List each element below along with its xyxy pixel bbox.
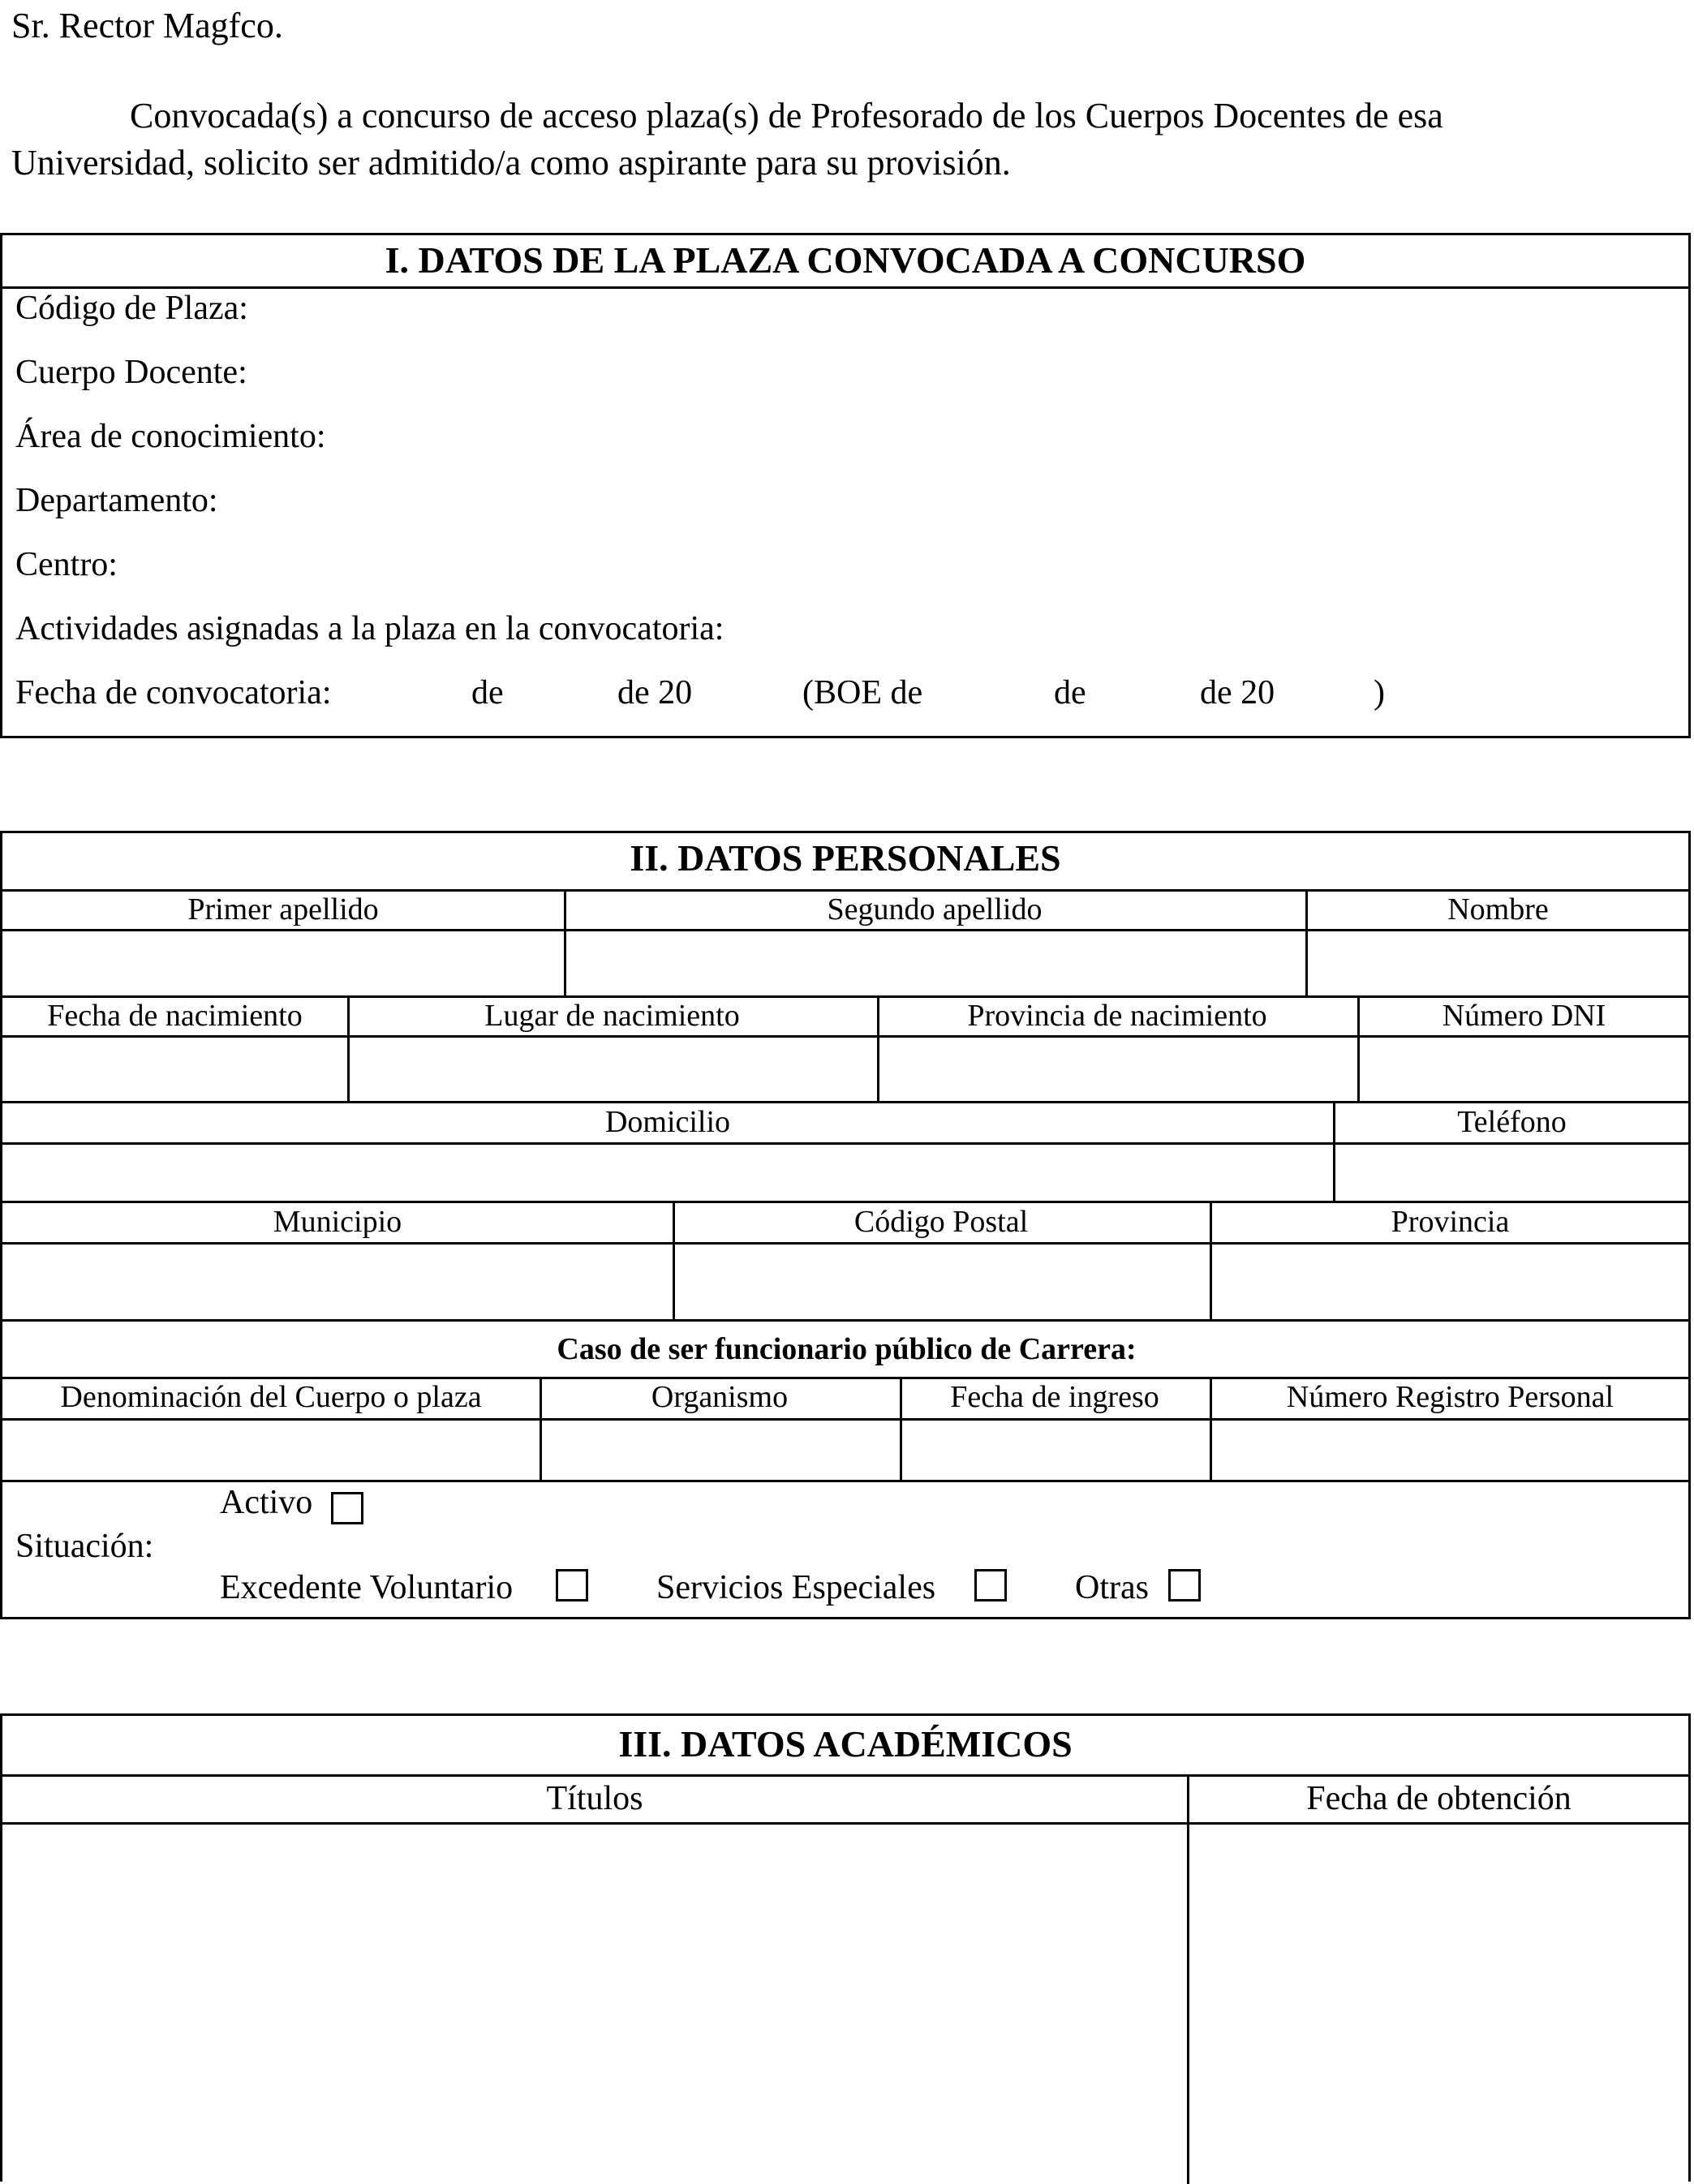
header-fecha-ingreso: Fecha de ingreso <box>950 1380 1159 1414</box>
section-personales-title: II. DATOS PERSONALES <box>630 837 1061 879</box>
intro-line-2: Universidad, solicito ser admitido/a como aspirante para su provisión. <box>11 143 1011 183</box>
section-academicos-title: III. DATOS ACADÉMICOS <box>618 1723 1073 1765</box>
section-academicos <box>0 1713 1691 2182</box>
fecha-boe: (BOE de <box>802 674 923 712</box>
section-plaza-title: I. DATOS DE LA PLAZA CONVOCADA A CONCURSO <box>385 239 1306 281</box>
situacion-label: Situación: <box>15 1528 154 1565</box>
header-domicilio: Domicilio <box>604 1105 731 1139</box>
situacion-servicios-label: Servicios Especiales <box>656 1569 936 1606</box>
fecha-de-4: de 20 <box>1200 674 1275 712</box>
header-denominacion-cuerpo: Denominación del Cuerpo o plaza <box>60 1380 482 1414</box>
fecha-de-2: de 20 <box>617 674 693 712</box>
header-provincia-nacimiento: Provincia de nacimiento <box>967 999 1267 1033</box>
fecha-close: ) <box>1374 674 1385 712</box>
funcionario-title: Caso de ser funcionario público de Carrera: <box>557 1332 1137 1366</box>
checkbox-servicios[interactable] <box>974 1569 1007 1601</box>
checkbox-otras[interactable] <box>1168 1569 1201 1601</box>
field-departamento: Departamento: <box>15 482 218 519</box>
header-numero-dni: Número DNI <box>1442 999 1606 1033</box>
header-provincia: Provincia <box>1391 1205 1510 1239</box>
header-nombre: Nombre <box>1447 892 1549 926</box>
field-area-conocimiento: Área de conocimiento: <box>15 418 326 455</box>
header-fecha-obtencion: Fecha de obtención <box>1306 1780 1571 1817</box>
field-codigo-plaza: Código de Plaza: <box>15 290 248 327</box>
header-segundo-apellido: Segundo apellido <box>827 892 1043 926</box>
header-organismo: Organismo <box>651 1380 789 1414</box>
header-titulos: Títulos <box>546 1780 643 1817</box>
situacion-otras-label: Otras <box>1075 1569 1149 1606</box>
field-actividades: Actividades asignadas a la plaza en la convocatoria: <box>15 610 724 647</box>
field-centro: Centro: <box>15 546 118 583</box>
header-telefono: Teléfono <box>1457 1105 1567 1139</box>
greeting: Sr. Rector Magfco. <box>11 6 283 45</box>
section-personales <box>0 831 1691 1619</box>
situacion-excedente-label: Excedente Voluntario <box>220 1569 514 1606</box>
field-fecha-convocatoria: Fecha de convocatoria: <box>15 674 332 712</box>
situacion-activo-label: Activo <box>220 1484 313 1521</box>
checkbox-excedente[interactable] <box>556 1569 588 1601</box>
header-numero-registro: Número Registro Personal <box>1286 1380 1614 1414</box>
fecha-de-3: de <box>1054 674 1086 712</box>
header-municipio: Municipio <box>273 1205 402 1239</box>
divider <box>2 286 1688 289</box>
header-primer-apellido: Primer apellido <box>187 892 379 926</box>
header-fecha-nacimiento: Fecha de nacimiento <box>47 999 303 1033</box>
fecha-de-1: de <box>471 674 504 712</box>
header-codigo-postal: Código Postal <box>853 1205 1029 1239</box>
header-lugar-nacimiento: Lugar de nacimiento <box>484 999 740 1033</box>
intro-line-1: Convocada(s) a concurso de acceso plaza(s) de Profesorado de los Cuerpos Docentes de esa <box>130 96 1443 135</box>
field-cuerpo-docente: Cuerpo Docente: <box>15 354 247 391</box>
checkbox-activo[interactable] <box>331 1492 363 1524</box>
section-plaza <box>0 233 1691 738</box>
